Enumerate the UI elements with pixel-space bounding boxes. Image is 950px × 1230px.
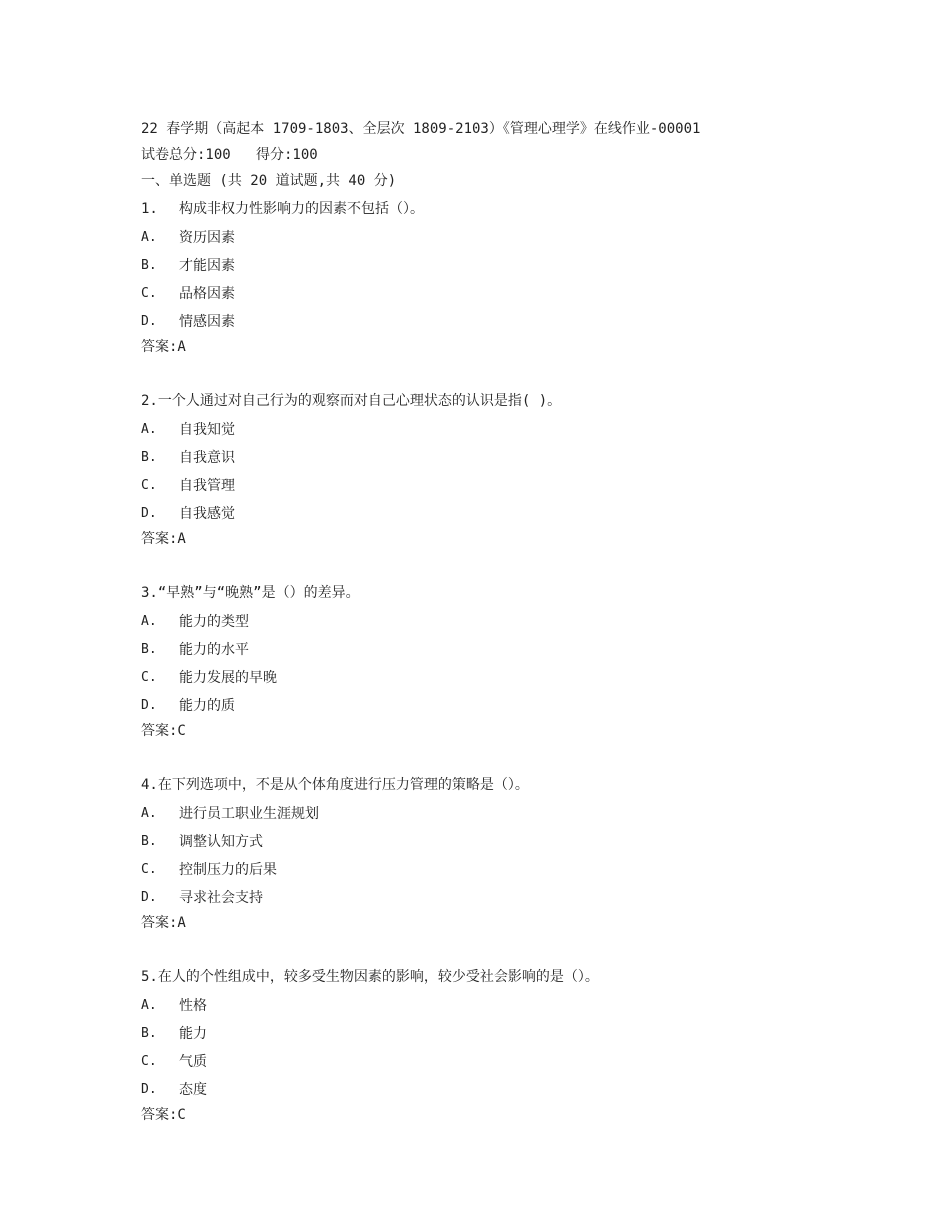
option-d (141, 500, 841, 528)
question-3 (141, 578, 841, 746)
option-d (141, 1076, 841, 1104)
option-a (141, 992, 841, 1020)
question-stem (141, 962, 841, 992)
question-text: 一个人通过对自己行为的观察而对自己心理状态的认识是指( )。 (157, 393, 562, 409)
question-number: 4. (141, 777, 158, 793)
option-letter: B. (141, 450, 157, 465)
answer-line: 答案:A (141, 915, 186, 931)
option-text: 性格 (179, 998, 207, 1014)
answer-line: 答案:A (141, 339, 186, 355)
question-number: 1. (141, 201, 158, 217)
option-a (141, 800, 841, 828)
option-a (141, 608, 841, 636)
option-c (141, 472, 841, 500)
question-stem (141, 386, 841, 416)
option-b (141, 636, 841, 664)
option-letter: A. (141, 230, 157, 245)
option-letter: D. (141, 506, 157, 521)
spacer (141, 362, 841, 386)
question-5 (141, 962, 841, 1130)
section-heading: 一、单选题 (共 20 道试题,共 40 分) (141, 173, 397, 189)
option-letter: A. (141, 806, 157, 821)
option-text: 自我管理 (179, 478, 235, 494)
option-b (141, 828, 841, 856)
option-letter: A. (141, 614, 157, 629)
option-letter: B. (141, 834, 157, 849)
option-letter: C. (141, 862, 157, 877)
option-letter: C. (141, 478, 157, 493)
document-title: 22 春学期（高起本 1709-1803、全层次 1809-2103）《管理心理学》在线作业-00001 (141, 121, 701, 137)
option-b (141, 1020, 841, 1048)
option-c (141, 280, 841, 308)
option-letter: D. (141, 314, 157, 329)
question-stem (141, 578, 841, 608)
option-text: 调整认知方式 (179, 834, 263, 850)
option-a (141, 224, 841, 252)
spacer (141, 938, 841, 962)
question-text: “早熟”与“晚熟”是（）的差异。 (157, 585, 360, 601)
option-b (141, 252, 841, 280)
option-text: 气质 (179, 1054, 207, 1070)
question-4 (141, 770, 841, 938)
answer-line: 答案:A (141, 531, 186, 547)
question-text: 构成非权力性影响力的因素不包括（）。 (179, 201, 424, 217)
spacer (141, 746, 841, 770)
option-letter: D. (141, 1082, 157, 1097)
question-text: 在下列选项中，不是从个体角度进行压力管理的策略是（）。 (157, 777, 529, 793)
option-c (141, 664, 841, 692)
option-letter: B. (141, 258, 157, 273)
option-b (141, 444, 841, 472)
option-letter: D. (141, 890, 157, 905)
option-text: 控制压力的后果 (179, 862, 277, 878)
option-text: 自我知觉 (179, 422, 235, 438)
question-number: 3. (141, 585, 158, 601)
document-page (141, 116, 841, 1130)
option-text: 品格因素 (179, 286, 235, 302)
option-c (141, 856, 841, 884)
answer-line: 答案:C (141, 723, 186, 739)
option-letter: B. (141, 1026, 157, 1041)
option-text: 态度 (179, 1082, 207, 1098)
option-d (141, 308, 841, 336)
option-a (141, 416, 841, 444)
option-text: 能力的类型 (179, 614, 249, 630)
option-text: 资历因素 (179, 230, 235, 246)
question-stem (141, 194, 841, 224)
option-text: 能力的质 (179, 698, 235, 714)
option-letter: C. (141, 286, 157, 301)
option-letter: C. (141, 1054, 157, 1069)
option-text: 能力的水平 (179, 642, 249, 658)
option-text: 自我意识 (179, 450, 235, 466)
spacer (141, 554, 841, 578)
option-text: 进行员工职业生涯规划 (179, 806, 319, 822)
option-letter: A. (141, 998, 157, 1013)
option-text: 情感因素 (179, 314, 235, 330)
question-stem (141, 770, 841, 800)
option-text: 寻求社会支持 (179, 890, 263, 906)
option-text: 能力发展的早晚 (179, 670, 277, 686)
option-text: 能力 (179, 1026, 207, 1042)
option-letter: D. (141, 698, 157, 713)
option-letter: C. (141, 670, 157, 685)
option-letter: A. (141, 422, 157, 437)
score-summary: 试卷总分:100 得分:100 (141, 147, 318, 163)
option-letter: B. (141, 642, 157, 657)
answer-line: 答案:C (141, 1107, 186, 1123)
option-c (141, 1048, 841, 1076)
option-d (141, 692, 841, 720)
question-2 (141, 386, 841, 554)
question-1 (141, 194, 841, 362)
option-text: 自我感觉 (179, 506, 235, 522)
question-number: 2. (141, 393, 158, 409)
question-number: 5. (141, 969, 158, 985)
question-text: 在人的个性组成中，较多受生物因素的影响，较少受社会影响的是（）。 (157, 969, 599, 985)
option-text: 才能因素 (179, 258, 235, 274)
option-d (141, 884, 841, 912)
